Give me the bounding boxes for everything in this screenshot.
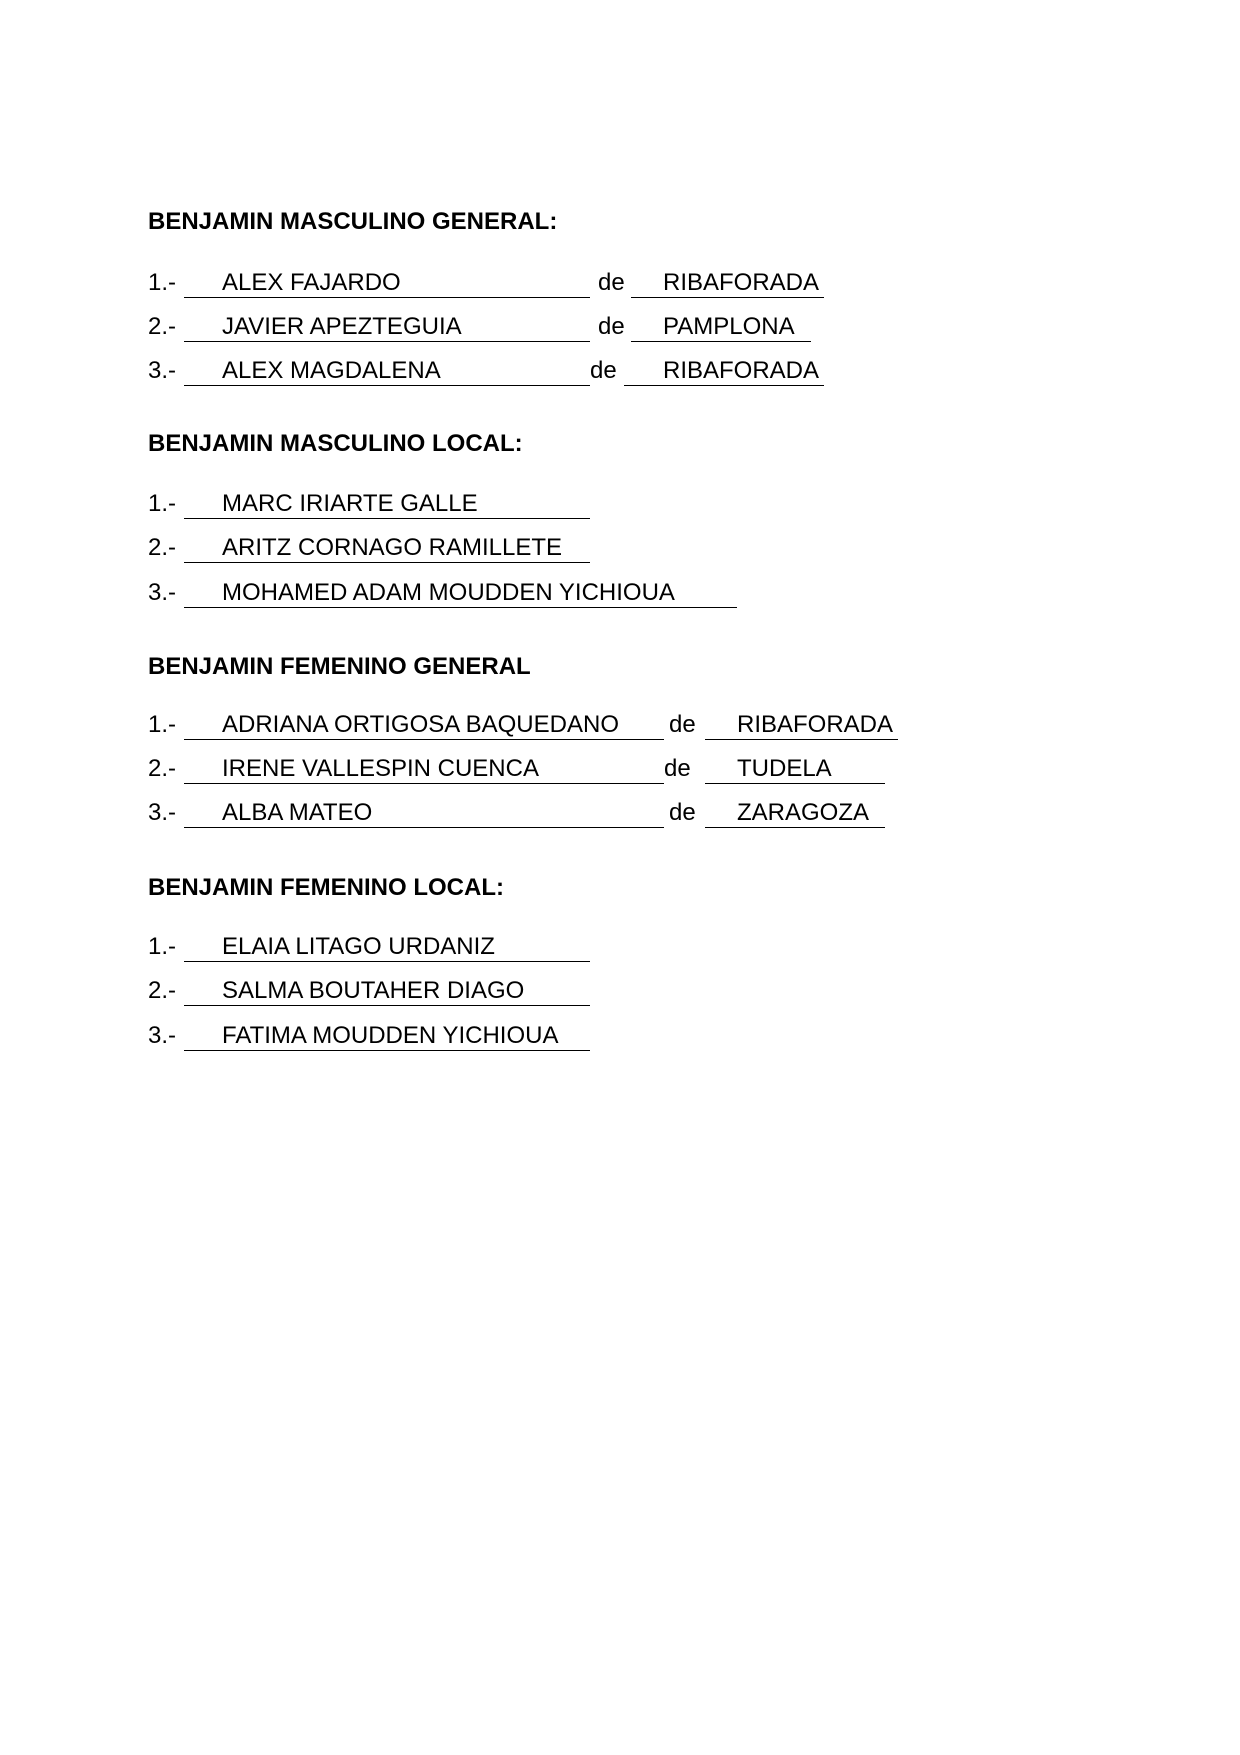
- de-label: de: [590, 357, 617, 384]
- place-blank: [705, 754, 885, 784]
- athlete-name: JAVIER APEZTEGUIA: [222, 313, 462, 340]
- name-blank: [184, 710, 664, 740]
- section-heading: BENJAMIN FEMENINO GENERAL: [148, 653, 531, 680]
- place-name: PAMPLONA: [663, 313, 795, 340]
- place-blank: [705, 710, 898, 740]
- de-label: de: [598, 313, 625, 340]
- name-blank: [184, 1021, 590, 1051]
- position-label: 3.-: [148, 579, 177, 606]
- name-blank: [184, 798, 664, 828]
- place-name: RIBAFORADA: [737, 711, 894, 738]
- position-label: 1.-: [148, 711, 177, 738]
- position-label: 2.-: [148, 977, 177, 1004]
- name-blank: [184, 356, 590, 386]
- place-blank: [624, 356, 824, 386]
- athlete-name: MOHAMED ADAM MOUDDEN YICHIOUA: [222, 579, 675, 606]
- place-blank: [631, 312, 811, 342]
- athlete-name: ALEX FAJARDO: [222, 269, 401, 296]
- position-label: 3.-: [148, 357, 177, 384]
- position-label: 3.-: [148, 1022, 177, 1049]
- position-label: 2.-: [148, 755, 177, 782]
- athlete-name: SALMA BOUTAHER DIAGO: [222, 977, 525, 1004]
- name-blank: [184, 312, 590, 342]
- athlete-name: ALBA MATEO: [222, 799, 373, 826]
- position-label: 2.-: [148, 534, 177, 561]
- athlete-name: MARC IRIARTE GALLE: [222, 490, 478, 517]
- place-blank: [631, 268, 824, 298]
- name-blank: [184, 754, 664, 784]
- position-label: 1.-: [148, 490, 177, 517]
- name-blank: [184, 932, 590, 962]
- place-name: TUDELA: [737, 755, 832, 782]
- de-label: de: [669, 711, 696, 738]
- athlete-name: IRENE VALLESPIN CUENCA: [222, 755, 539, 782]
- place-name: ZARAGOZA: [737, 799, 870, 826]
- name-blank: [184, 533, 590, 563]
- position-label: 3.-: [148, 799, 177, 826]
- athlete-name: ELAIA LITAGO URDANIZ: [222, 933, 495, 960]
- section-heading: BENJAMIN MASCULINO GENERAL:: [148, 208, 558, 235]
- section-heading: BENJAMIN FEMENINO LOCAL:: [148, 874, 504, 901]
- position-label: 1.-: [148, 269, 177, 296]
- place-name: RIBAFORADA: [663, 269, 820, 296]
- de-label: de: [598, 269, 625, 296]
- name-blank: [184, 489, 590, 519]
- place-blank: [705, 798, 885, 828]
- athlete-name: FATIMA MOUDDEN YICHIOUA: [222, 1022, 559, 1049]
- section-heading: BENJAMIN MASCULINO LOCAL:: [148, 430, 523, 457]
- athlete-name: ADRIANA ORTIGOSA BAQUEDANO: [222, 711, 619, 738]
- name-blank: [184, 976, 590, 1006]
- athlete-name: ARITZ CORNAGO RAMILLETE: [222, 534, 563, 561]
- name-blank: [184, 268, 590, 298]
- position-label: 1.-: [148, 933, 177, 960]
- de-label: de: [669, 799, 696, 826]
- de-label: de: [664, 755, 691, 782]
- position-label: 2.-: [148, 313, 177, 340]
- name-blank: [184, 578, 737, 608]
- athlete-name: ALEX MAGDALENA: [222, 357, 441, 384]
- place-name: RIBAFORADA: [663, 357, 820, 384]
